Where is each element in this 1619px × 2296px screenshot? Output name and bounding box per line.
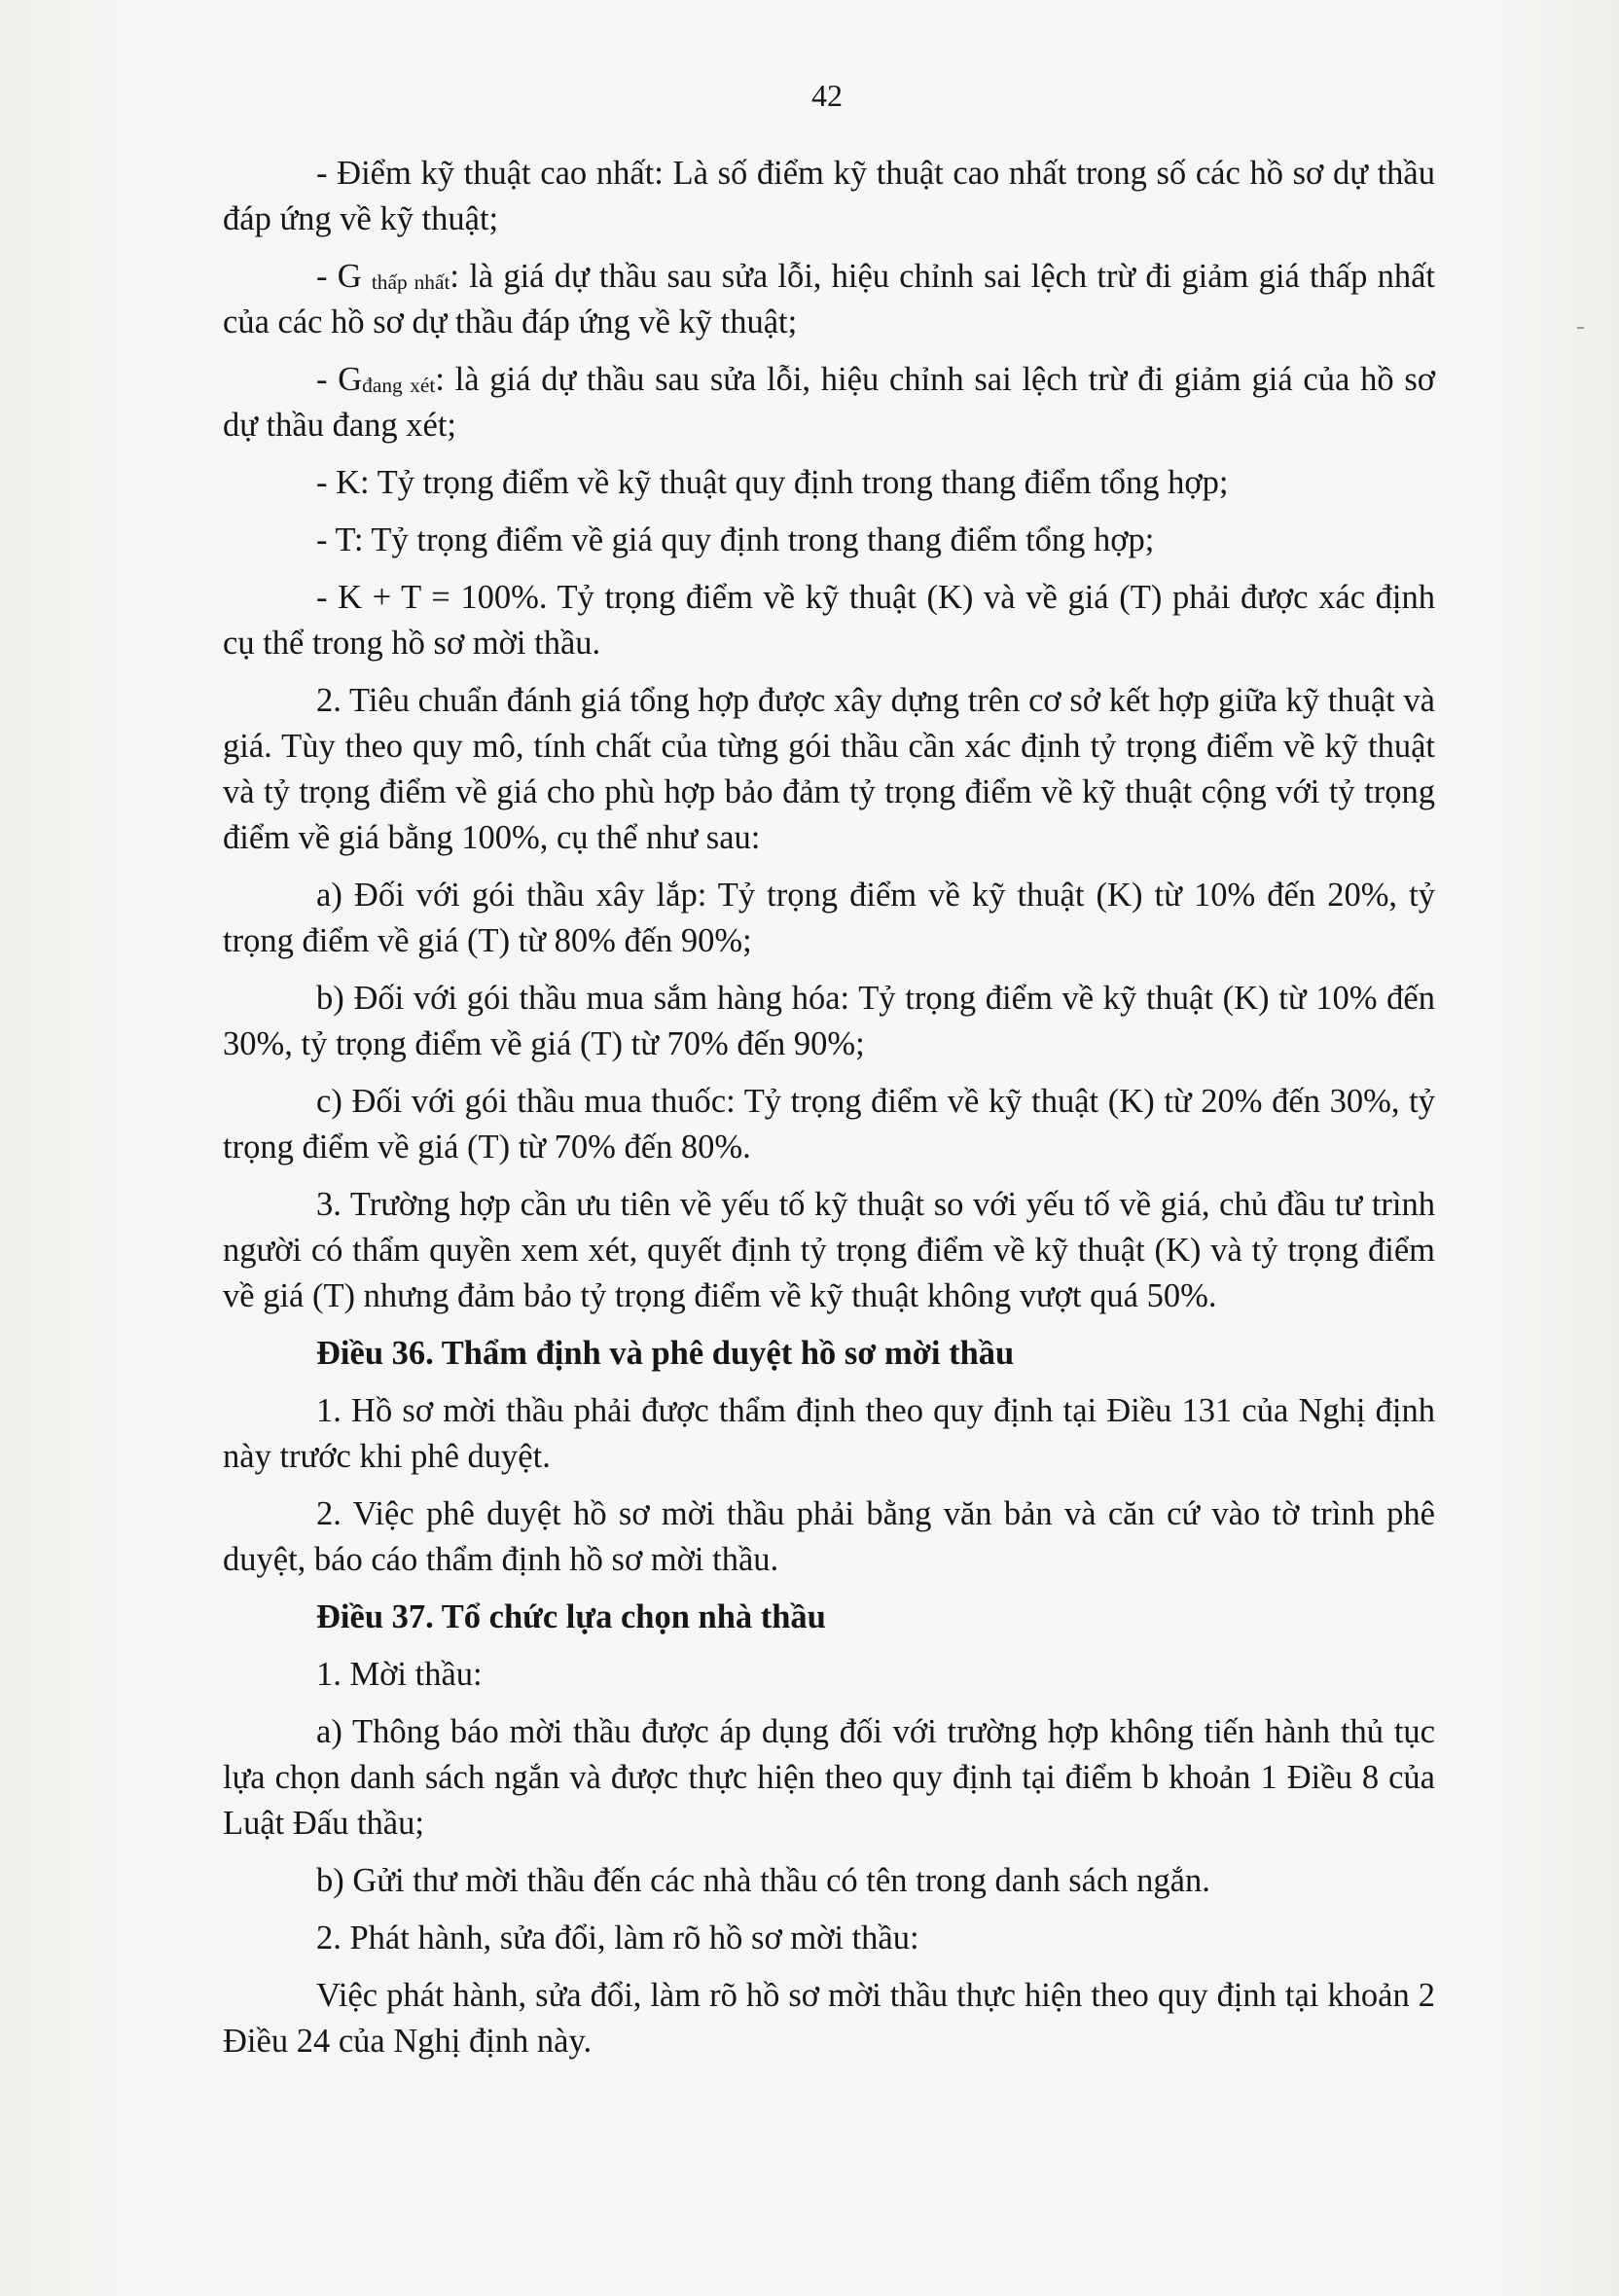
article-37-heading: Điều 37. Tổ chức lựa chọn nhà thầu: [316, 1598, 826, 1635]
paragraph-highest-tech-score: - Điểm kỹ thuật cao nhất: Là số điểm kỹ thuật cao nhất trong số các hồ sơ dự thầu đáp ứng về kỹ thuật;: [223, 155, 1435, 237]
article-37-clause-1: 1. Mời thầu:: [316, 1656, 483, 1693]
paragraph-medicine: c) Đối với gói thầu mua thuốc: Tỷ trọng điểm về kỹ thuật (K) từ 20% đến 30%, tỷ trọng điểm về giá (T) từ 70% đến 80%.: [223, 1083, 1435, 1166]
paragraph-k-definition: - K: Tỷ trọng điểm về kỹ thuật quy định trong thang điểm tổng hợp;: [316, 464, 1229, 501]
paragraph-t-definition: - T: Tỷ trọng điểm về giá quy định trong thang điểm tổng hợp;: [316, 521, 1155, 558]
article-36-heading: Điều 36. Thẩm định và phê duyệt hồ sơ mời thầu: [316, 1335, 1015, 1372]
paragraph-combined-criteria: 2. Tiêu chuẩn đánh giá tổng hợp được xây dựng trên cơ sở kết hợp giữa kỹ thuật và giá. Tùy theo quy mô, tính chất của từng gói thầu cần xác định tỷ trọng điểm về kỹ thuật và tỷ trọng điểm về giá cho phù hợp bảo đảm tỷ trọng điểm về kỹ thuật cộng với tỷ trọng điểm về giá bằng 100%, cụ thể như sau:: [223, 682, 1435, 856]
margin-mark: [1577, 327, 1584, 329]
page-number: 42: [811, 78, 843, 113]
article-37-clause-1a: a) Thông báo mời thầu được áp dụng đối với trường hợp không tiến hành thủ tục lựa chọn danh sách ngắn và được thực hiện theo quy định tại điểm b khoản 1 Điều 8 của Luật Đấu thầu;: [223, 1713, 1435, 1842]
article-37-clause-1b: b) Gửi thư mời thầu đến các nhà thầu có tên trong danh sách ngắn.: [316, 1862, 1210, 1899]
article-36-clause-1: 1. Hồ sơ mời thầu phải được thẩm định theo quy định tại Điều 131 của Nghị định này trước khi phê duyệt.: [223, 1392, 1435, 1475]
paragraph-construction: a) Đối với gói thầu xây lắp: Tỷ trọng điểm về kỹ thuật (K) từ 10% đến 20%, tỷ trọng điểm về giá (T) từ 80% đến 90%;: [223, 877, 1435, 959]
paragraph-k-plus-t: - K + T = 100%. Tỷ trọng điểm về kỹ thuật (K) và về giá (T) phải được xác định cụ thể trong hồ sơ mời thầu.: [223, 579, 1435, 662]
article-37-clause-2: 2. Phát hành, sửa đổi, làm rõ hồ sơ mời thầu:: [316, 1919, 919, 1956]
paragraph-goods: b) Đối với gói thầu mua sắm hàng hóa: Tỷ trọng điểm về kỹ thuật (K) từ 10% đến 30%, tỷ trọng điểm về giá (T) từ 70% đến 90%;: [223, 980, 1435, 1062]
subscript-considered: đang xét: [362, 374, 436, 397]
paragraph-g-considered: - $G_{đang xét}$: là giá dự thầu sau sửa lỗi, hiệu chỉnh sai lệch trừ đi giảm giá của hồ sơ dự thầu đang xét;: [223, 361, 1435, 444]
document-body: [223, 151, 1435, 2076]
article-36-clause-2: 2. Việc phê duyệt hồ sơ mời thầu phải bằng văn bản và căn cứ vào tờ trình phê duyệt, báo cáo thẩm định hồ sơ mời thầu.: [223, 1495, 1435, 1578]
article-37-clause-2-detail: Việc phát hành, sửa đổi, làm rõ hồ sơ mời thầu thực hiện theo quy định tại khoản 2 Điều 24 của Nghị định này.: [223, 1977, 1435, 2060]
subscript-lowest: thấp nhất: [371, 270, 450, 294]
paragraph-g-lowest: - G $_{thấp nhất}$: là giá dự thầu sau sửa lỗi, hiệu chỉnh sai lệch trừ đi giảm giá thấp nhất của các hồ sơ dự thầu đáp ứng về kỹ thuật;: [223, 258, 1435, 341]
paragraph-priority-technical: 3. Trường hợp cần ưu tiên về yếu tố kỹ thuật so với yếu tố về giá, chủ đầu tư trình người có thẩm quyền xem xét, quyết định tỷ trọng điểm về kỹ thuật (K) và tỷ trọng điểm về giá (T) nhưng đảm bảo tỷ trọng điểm về kỹ thuật không vượt quá 50%.: [223, 1186, 1435, 1314]
